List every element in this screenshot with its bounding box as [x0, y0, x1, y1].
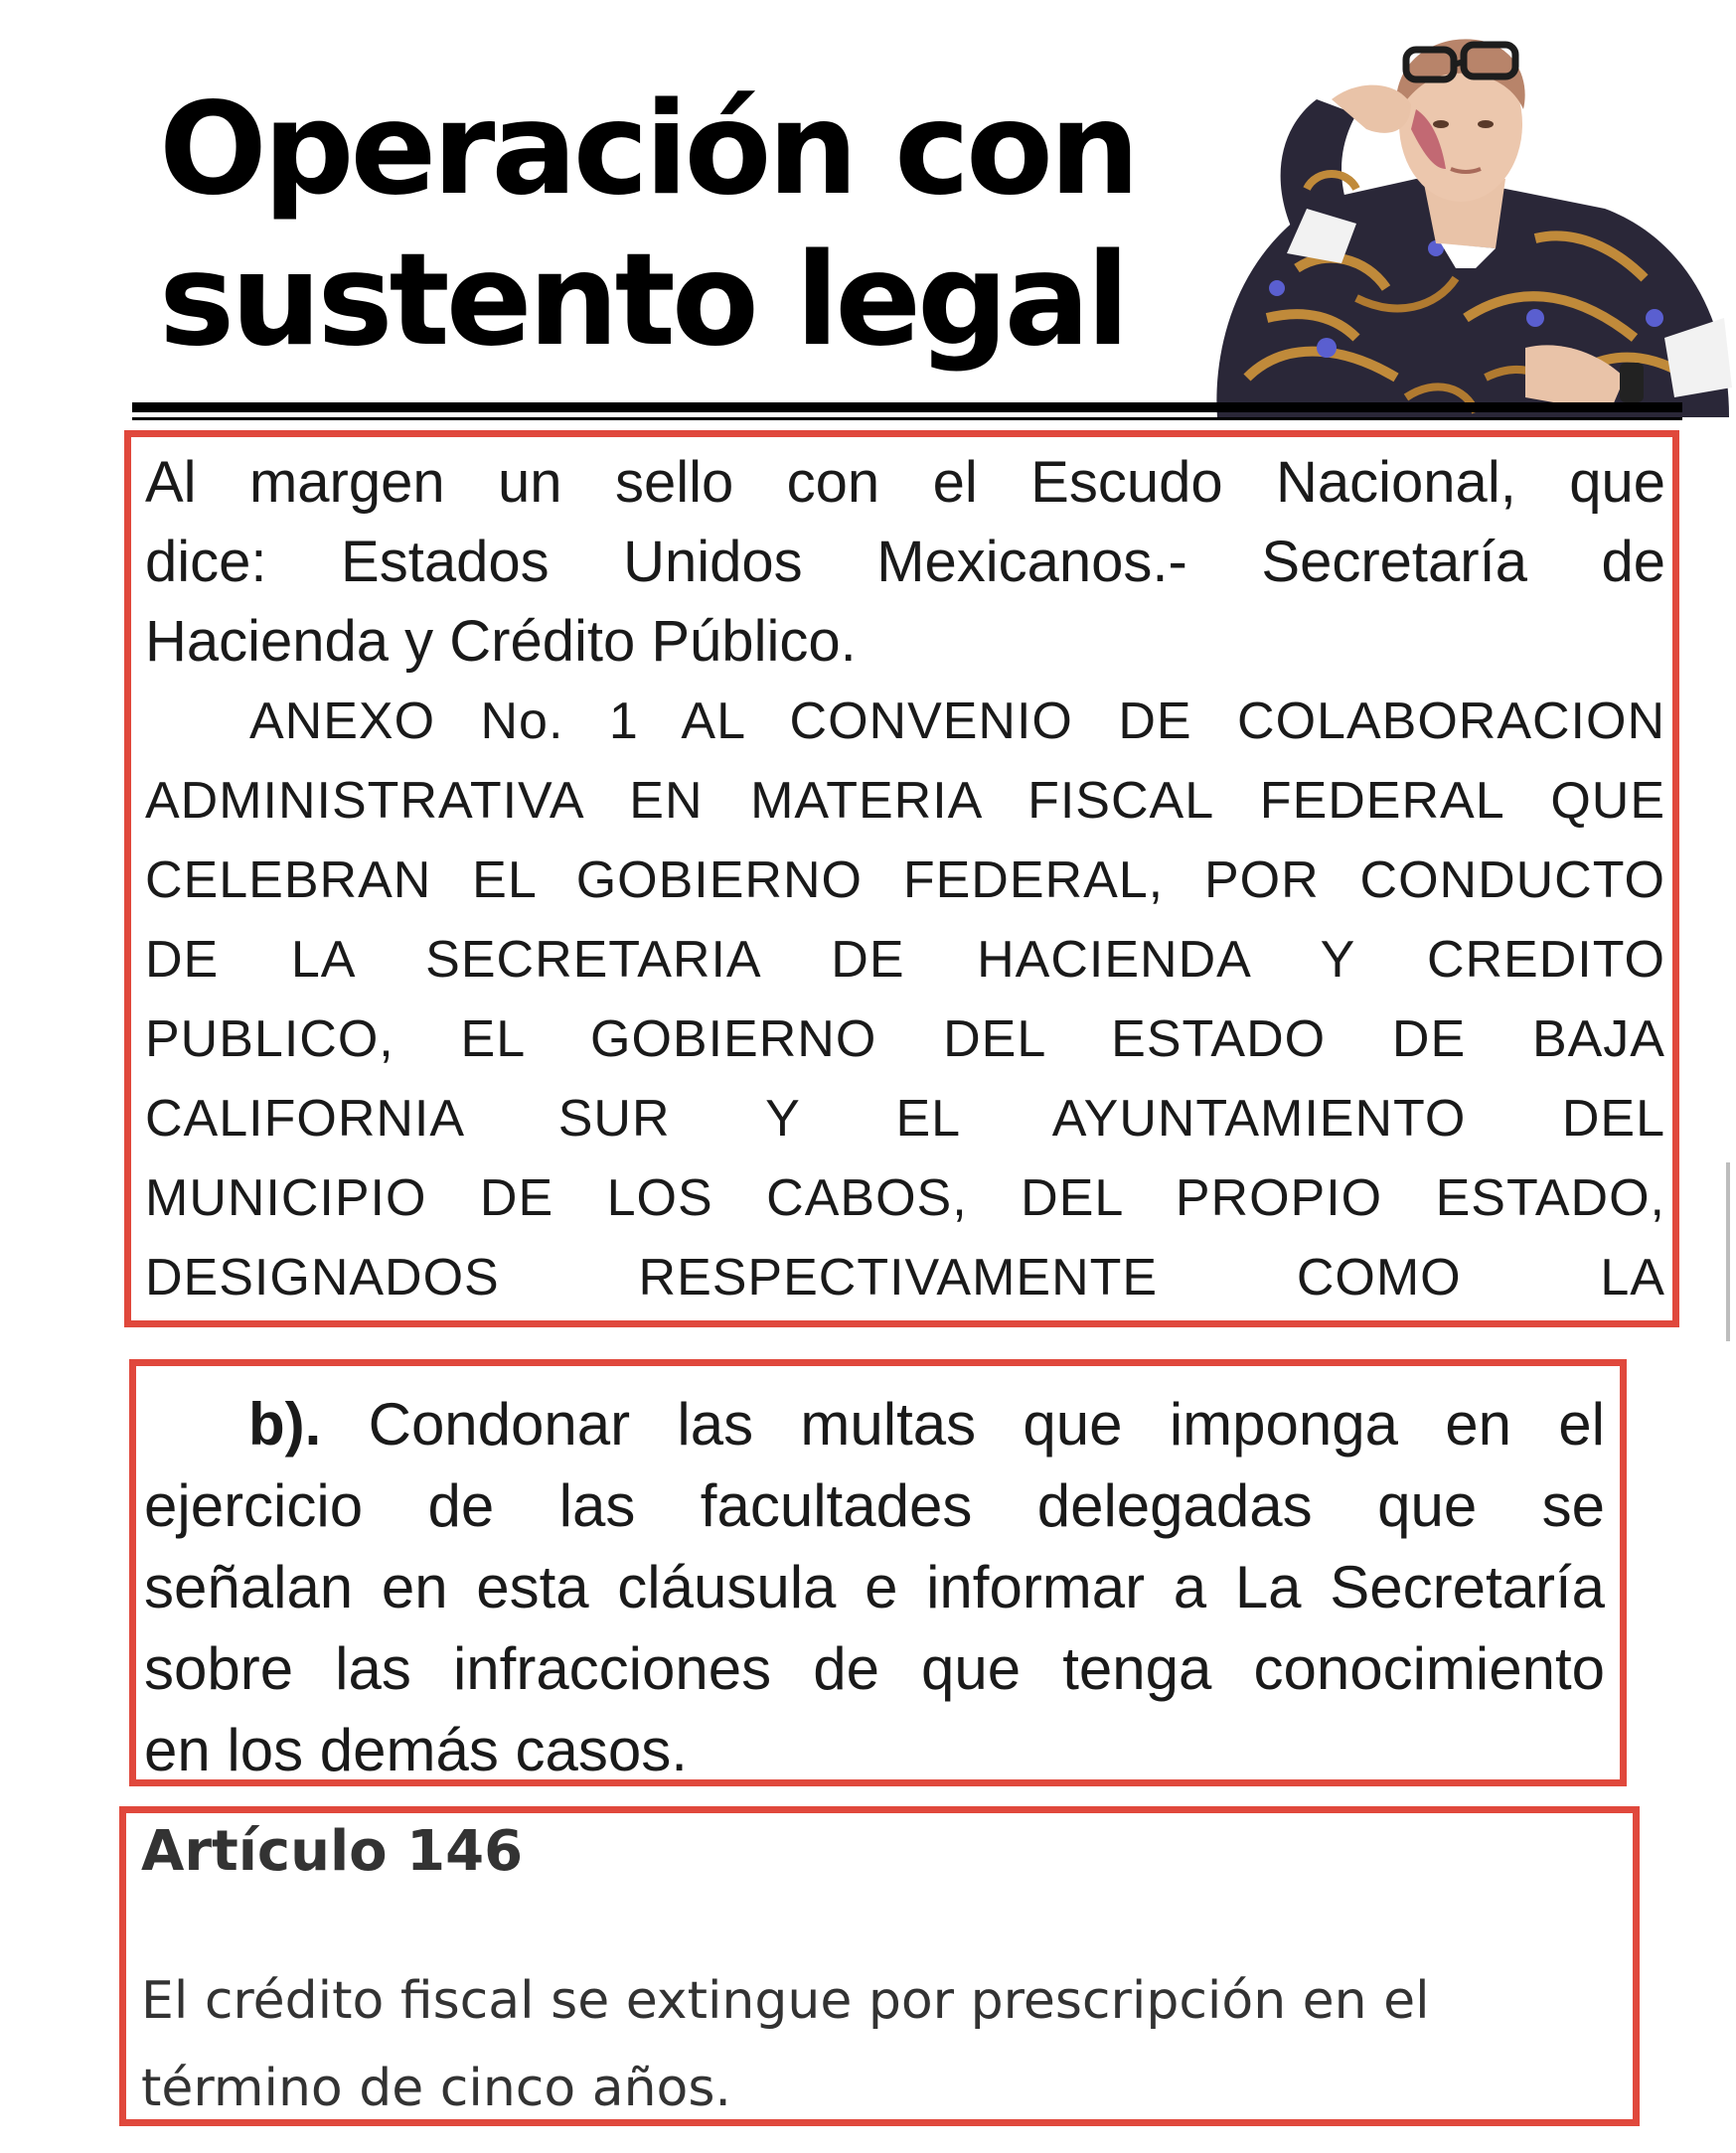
clausula-text	[144, 1384, 1605, 1791]
text-line: dice: Estados Unidos Mexicanos.- Secretaría de	[145, 530, 1665, 594]
anexo-text	[145, 443, 1665, 1312]
text-line: Hacienda y Crédito Público.	[145, 609, 857, 674]
text-line: DESIGNADOS RESPECTIVAMENTE COMO LA	[145, 1249, 1665, 1307]
woman-portrait-photo	[1207, 20, 1734, 417]
title-line-1: Operación con	[159, 76, 1137, 224]
text-line: señalan en esta cláusula e informar a La Secretaría	[144, 1554, 1605, 1620]
text-line: Al margen un sello con el Escudo Nacional, que	[145, 450, 1665, 515]
article-heading: Artículo 146	[141, 1819, 524, 1884]
page-title	[159, 75, 1137, 377]
clause-first-line: Condonar las multas que imponga en el	[368, 1391, 1605, 1458]
text-line: en los demás casos.	[144, 1717, 688, 1783]
clause-letter: b).	[248, 1391, 322, 1458]
text-line: PUBLICO, EL GOBIERNO DEL ESTADO DE BAJA	[145, 1010, 1665, 1068]
excerpt-box-clausula	[129, 1359, 1627, 1786]
anexo-paragraph-seal	[145, 443, 1665, 682]
text-line	[144, 1384, 1605, 1465]
text-line: ANEXO No. 1 AL CONVENIO DE COLABORACION	[249, 692, 1665, 750]
text-line: CELEBRAN EL GOBIERNO FEDERAL, POR CONDUCTO	[145, 851, 1665, 909]
text-line: ADMINISTRATIVA EN MATERIA FISCAL FEDERAL QUE	[145, 772, 1665, 830]
text-line: MUNICIPIO DE LOS CABOS, DEL PROPIO ESTADO,	[145, 1169, 1665, 1227]
text-line: sobre las infracciones de que tenga conocimiento	[144, 1635, 1605, 1702]
page-edge-stripe	[1726, 1162, 1730, 1341]
anexo-paragraph-title	[145, 682, 1665, 1312]
header-rule-thick	[132, 402, 1682, 412]
text-line: DE LA SECRETARIA DE HACIENDA Y CREDITO	[145, 931, 1665, 989]
text-line: CALIFORNIA SUR Y EL AYUNTAMIENTO DEL	[145, 1090, 1665, 1148]
article-body: El crédito fiscal se extingue por prescripción en el término de cinco años.	[141, 1971, 1430, 2118]
header-rule-thin	[132, 417, 1682, 420]
clausula-paragraph	[144, 1384, 1605, 1791]
text-line: ejercicio de las facultades delegadas que se	[144, 1472, 1605, 1539]
excerpt-box-articulo	[119, 1806, 1640, 2126]
title-line-2: sustento legal	[159, 227, 1126, 375]
excerpt-box-anexo	[124, 430, 1679, 1327]
